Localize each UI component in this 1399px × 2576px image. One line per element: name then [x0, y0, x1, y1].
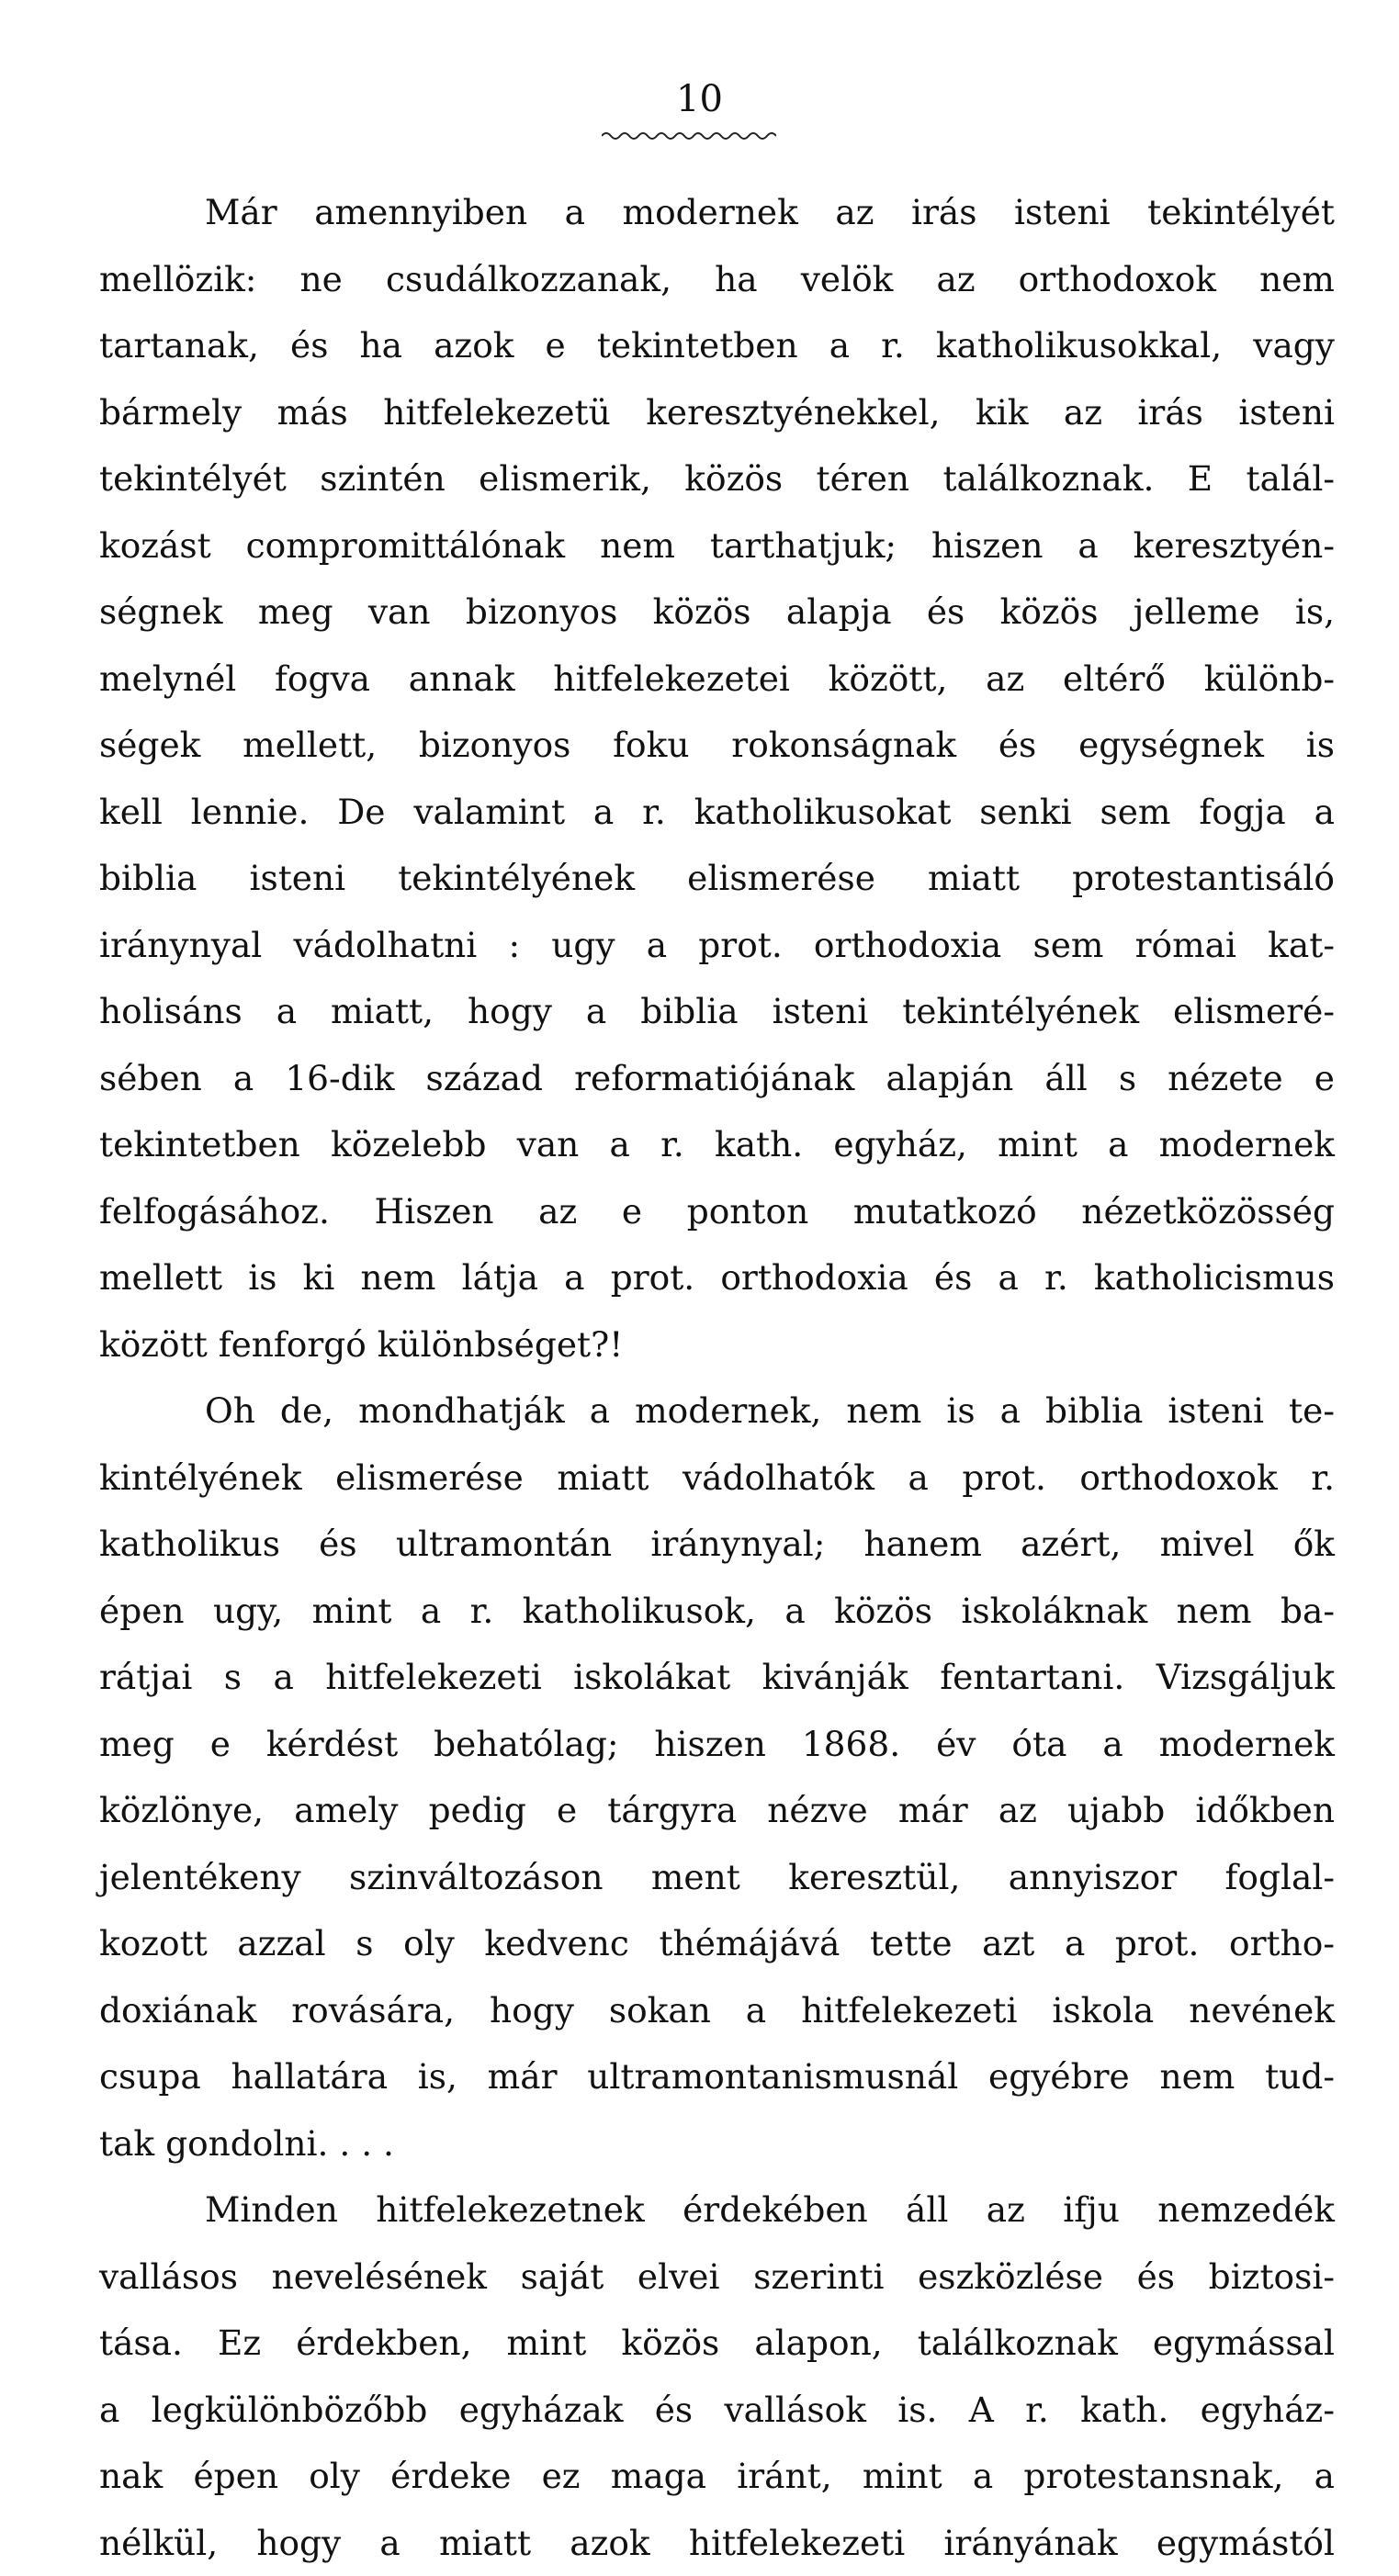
- text-line: jelentékeny szinváltozáson ment keresztül, annyiszor foglal-: [99, 1844, 1335, 1911]
- text-line: kell lennie. De valamint a r. katholikusokat senki sem fogja a: [99, 779, 1335, 846]
- text-line: Minden hitfelekezetnek érdekében áll az ifju nemzedék: [99, 2177, 1335, 2244]
- text-line: a legkülönbözőbb egyházak és vallások is. A r. kath. egyház-: [99, 2377, 1335, 2444]
- text-line: tása. Ez érdekben, mint közös alapon, találkoznak egymással: [99, 2310, 1335, 2377]
- text-line: mellett is ki nem látja a prot. orthodoxia és a r. katholicismus: [99, 1244, 1335, 1311]
- wavy-rule-ornament: [602, 129, 776, 143]
- text-line: kintélyének elismerése miatt vádolhatók a prot. orthodoxok r.: [99, 1445, 1335, 1512]
- text-line: csupa hallatára is, már ultramontanismusnál egyébre nem tud-: [99, 2043, 1335, 2110]
- text-line: ségnek meg van bizonyos közös alapja és közös jelleme is,: [99, 579, 1335, 646]
- text-line: felfogásához. Hiszen az e ponton mutatkozó nézetközösség: [99, 1178, 1335, 1245]
- text-line: Már amennyiben a modernek az irás isteni tekintélyét: [99, 179, 1335, 246]
- text-line: mellözik: ne csudálkozzanak, ha velök az orthodoxok nem: [99, 246, 1335, 313]
- text-line: rátjai s a hitfelekezeti iskolákat kivánják fentartani. Vizsgáljuk: [99, 1644, 1335, 1711]
- text-line: vallásos nevelésének saját elvei szerinti eszközlése és biztosi-: [99, 2244, 1335, 2311]
- text-line: közlönye, amely pedig e tárgyra nézve már az ujabb időkben: [99, 1777, 1335, 1844]
- text-line: bármely más hitfelekezetü keresztyénekkel, kik az irás isteni: [99, 379, 1335, 446]
- text-line: tekintélyét szintén elismerik, közös téren találkoznak. E talál-: [99, 445, 1335, 512]
- text-line: meg e kérdést behatólag; hiszen 1868. év óta a modernek: [99, 1711, 1335, 1778]
- text-line: Oh de, mondhatják a modernek, nem is a biblia isteni te-: [99, 1378, 1335, 1445]
- text-line: sében a 16-dik század reformatiójának alapján áll s nézete e: [99, 1045, 1335, 1112]
- text-line: nak épen oly érdeke ez maga iránt, mint a protestansnak, a: [99, 2443, 1335, 2510]
- text-line: tak gondolni. . . .: [99, 2110, 1335, 2177]
- text-line: holisáns a miatt, hogy a biblia isteni tekintélyének elismeré-: [99, 978, 1335, 1045]
- text-line: biblia isteni tekintélyének elismerése miatt protestantisáló: [99, 845, 1335, 912]
- text-line: nélkül, hogy a miatt azok hitfelekezeti irányának egymástól: [99, 2510, 1335, 2576]
- text-line: tartanak, és ha azok e tekintetben a r. katholikusokkal, vagy: [99, 312, 1335, 379]
- body-text: [99, 179, 1335, 2576]
- text-line: katholikus és ultramontán iránynyal; hanem azért, mivel ők: [99, 1511, 1335, 1578]
- text-line: doxiának rovására, hogy sokan a hitfelekezeti iskola nevének: [99, 1977, 1335, 2044]
- text-line: kozott azzal s oly kedvenc thémájává tette azt a prot. ortho-: [99, 1910, 1335, 1977]
- text-line: tekintetben közelebb van a r. kath. egyház, mint a modernek: [99, 1111, 1335, 1178]
- text-line: melynél fogva annak hitfelekezetei között, az eltérő különb-: [99, 646, 1335, 713]
- text-line: kozást compromittálónak nem tarthatjuk; hiszen a keresztyén-: [99, 512, 1335, 579]
- text-line: ségek mellett, bizonyos foku rokonságnak és egységnek is: [99, 712, 1335, 779]
- text-line: iránynyal vádolhatni : ugy a prot. orthodoxia sem római kat-: [99, 912, 1335, 979]
- page-number: 10: [0, 81, 1399, 118]
- text-line: épen ugy, mint a r. katholikusok, a közös iskoláknak nem ba-: [99, 1578, 1335, 1645]
- text-line: között fenforgó különbséget?!: [99, 1311, 1335, 1378]
